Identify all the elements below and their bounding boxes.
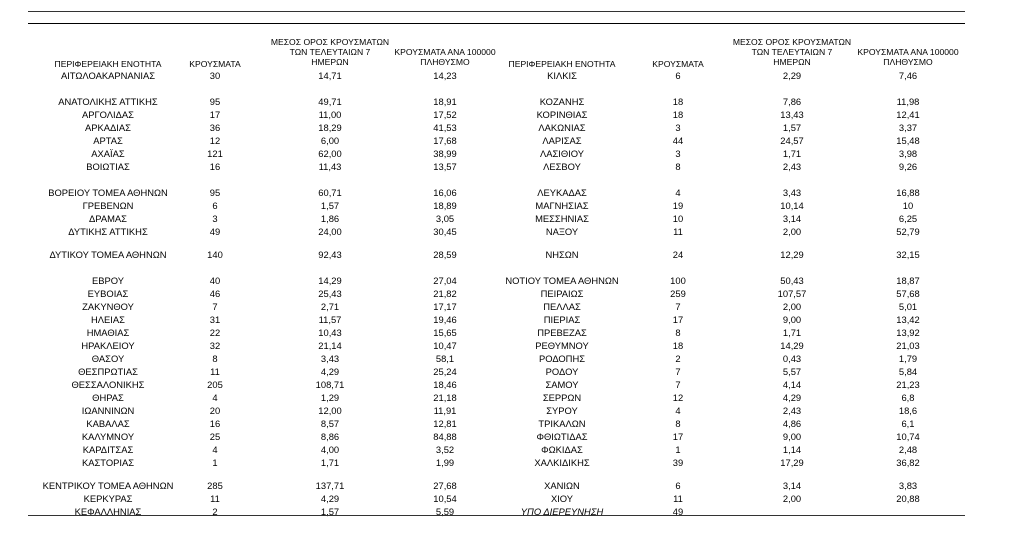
left-row-region: ΑΡΓΟΛΙΔΑΣ: [82, 109, 134, 120]
right-row-avg: 107,57: [777, 288, 807, 299]
left-row-cases: 1: [212, 457, 218, 468]
left-row-cases: 20: [209, 405, 221, 416]
header-avg-line1: ΜΕΣΟΣ ΟΡΟΣ ΚΡΟΥΣΜΑΤΩΝ: [732, 37, 852, 47]
right-row-cases: 1: [675, 444, 681, 455]
right-row-avg: 2,43: [782, 405, 802, 416]
left-row-cases: 30: [209, 70, 221, 81]
left-row-region: ΗΛΕΙΑΣ: [91, 314, 125, 325]
table-bottom-rule: [28, 515, 965, 516]
left-row-region: ΒΟΡΕΙΟΥ ΤΟΜΕΑ ΑΘΗΝΩΝ: [48, 187, 168, 198]
left-row-region: ΚΑΡΔΙΤΣΑΣ: [82, 444, 134, 455]
left-row-region: ΚΕΡΚΥΡΑΣ: [83, 493, 133, 504]
left-row-cases: 205: [207, 379, 223, 390]
left-row-cases: 95: [209, 96, 221, 107]
right-row-region: ΠΡΕΒΕΖΑΣ: [537, 327, 587, 338]
right-row-per100k: 3,37: [898, 122, 918, 133]
right-row-per100k: 15,48: [896, 135, 920, 146]
left-row-avg: 62,00: [318, 148, 342, 159]
left-row-cases: 16: [209, 161, 221, 172]
left-row-avg: 25,43: [318, 288, 342, 299]
left-row-region: ΑΝΑΤΟΛΙΚΗΣ ΑΤΤΙΚΗΣ: [58, 96, 158, 107]
left-row-per100k: 3,52: [435, 444, 455, 455]
left-row-cases: 8: [212, 353, 218, 364]
left-row-region: ΚΑΒΑΛΑΣ: [86, 418, 130, 429]
right-row-per100k: 18,6: [898, 405, 918, 416]
right-row-per100k: 9,26: [898, 161, 918, 172]
right-row-region: ΣΕΡΡΩΝ: [542, 392, 582, 403]
left-row-avg: 8,57: [320, 418, 340, 429]
left-row-cases: 36: [209, 122, 221, 133]
right-row-region: ΛΑΡΙΣΑΣ: [542, 135, 582, 146]
right-row-avg: 9,00: [782, 431, 802, 442]
right-row-per100k: 52,79: [896, 226, 920, 237]
left-row-cases: 11: [210, 493, 220, 504]
left-row-per100k: 21,18: [433, 392, 457, 403]
left-row-per100k: 38,99: [433, 148, 457, 159]
left-row-cases: 22: [209, 327, 221, 338]
right-row-cases: 12: [672, 392, 684, 403]
left-row-per100k: 14,23: [433, 70, 457, 81]
right-row-region: ΚΙΛΚΙΣ: [547, 70, 577, 81]
header-avg-line3: ΗΜΕΡΩΝ: [311, 57, 349, 67]
left-row-cases: 95: [209, 187, 221, 198]
header-cases-right: ΚΡΟΥΣΜΑΤΑ: [652, 59, 704, 69]
left-row-cases: 16: [209, 418, 221, 429]
right-row-region: ΛΑΣΙΘΙΟΥ: [539, 148, 585, 159]
right-row-region: ΜΕΣΣΗΝΙΑΣ: [535, 213, 589, 224]
right-row-cases: 100: [670, 275, 686, 286]
right-row-avg: 2,29: [782, 70, 802, 81]
right-row-per100k: 2,48: [898, 444, 918, 455]
left-row-per100k: 16,06: [433, 187, 457, 198]
left-row-per100k: 5,59: [435, 506, 455, 517]
left-row-avg: 108,71: [315, 379, 345, 390]
right-row-cases: 19: [672, 200, 684, 211]
right-row-cases: 18: [672, 340, 684, 351]
right-row-cases: 4: [675, 405, 681, 416]
right-row-cases: 7: [675, 366, 681, 377]
right-row-region: ΛΕΣΒΟΥ: [543, 161, 581, 172]
left-row-region: ΓΡΕΒΕΝΩΝ: [82, 200, 134, 211]
right-row-per100k: 12,41: [896, 109, 920, 120]
left-row-region: ΑΙΤΩΛΟΑΚΑΡΝΑΝΙΑΣ: [60, 70, 156, 81]
right-row-per100k: 18,87: [896, 275, 920, 286]
right-row-avg: 17,29: [780, 457, 804, 468]
left-row-avg: 1,29: [320, 392, 340, 403]
right-row-cases: 44: [672, 135, 684, 146]
left-row-avg: 21,14: [318, 340, 342, 351]
left-row-region: ΘΕΣΠΡΩΤΙΑΣ: [78, 366, 138, 377]
right-row-cases: 49: [672, 506, 684, 517]
left-row-cases: 11: [210, 366, 220, 377]
right-row-avg: 24,57: [780, 135, 804, 146]
left-row-cases: 17: [209, 109, 221, 120]
right-row-per100k: 57,68: [896, 288, 920, 299]
header-avg-right: [727, 37, 857, 67]
right-row-per100k: 5,01: [898, 301, 918, 312]
left-row-avg: 1,86: [320, 213, 340, 224]
right-row-avg: 9,00: [782, 314, 802, 325]
right-row-cases: 6: [675, 70, 681, 81]
header-cases-left: ΚΡΟΥΣΜΑΤΑ: [189, 59, 241, 69]
left-row-avg: 1,57: [320, 506, 340, 517]
left-row-per100k: 27,68: [433, 480, 457, 491]
right-row-avg: 13,43: [780, 109, 804, 120]
right-row-cases: 4: [675, 187, 681, 198]
header-avg-line1: ΜΕΣΟΣ ΟΡΟΣ ΚΡΟΥΣΜΑΤΩΝ: [270, 37, 390, 47]
right-row-cases: 259: [670, 288, 686, 299]
right-row-per100k: 3,98: [898, 148, 918, 159]
left-row-avg: 18,29: [318, 122, 342, 133]
left-row-avg: 14,71: [318, 70, 342, 81]
header-per100k-line2: ΠΛΗΘΥΣΜΟ: [883, 57, 933, 67]
right-row-avg: 0,43: [782, 353, 802, 364]
right-row-per100k: 36,82: [896, 457, 920, 468]
right-row-cases: 11: [673, 226, 683, 237]
left-row-region: ΙΩΑΝΝΙΝΩΝ: [81, 405, 135, 416]
right-row-per100k: 10,74: [896, 431, 920, 442]
right-row-avg: 3,43: [782, 187, 802, 198]
right-row-cases: 11: [673, 493, 683, 504]
left-row-per100k: 18,46: [433, 379, 457, 390]
right-row-per100k: 7,46: [898, 70, 918, 81]
right-row-region: ΦΩΚΙΔΑΣ: [541, 444, 583, 455]
left-row-per100k: 84,88: [433, 431, 457, 442]
right-row-cases: 8: [675, 327, 681, 338]
left-row-region: ΑΡΤΑΣ: [93, 135, 123, 146]
right-row-per100k: 13,92: [896, 327, 920, 338]
left-row-avg: 11,00: [318, 109, 342, 120]
right-row-cases: 17: [672, 431, 684, 442]
right-row-avg: 2,00: [782, 226, 802, 237]
right-row-region: ΜΑΓΝΗΣΙΑΣ: [535, 200, 589, 211]
header-per100k-right: [843, 47, 973, 67]
left-row-region: ΑΡΚΑΔΙΑΣ: [85, 122, 131, 133]
left-row-cases: 6: [212, 200, 218, 211]
left-row-avg: 24,00: [318, 226, 342, 237]
left-row-region: ΔΥΤΙΚΟΥ ΤΟΜΕΑ ΑΘΗΝΩΝ: [49, 249, 167, 260]
right-row-avg: 3,14: [782, 480, 802, 491]
right-row-per100k: 20,88: [896, 493, 920, 504]
left-row-avg: 92,43: [318, 249, 342, 260]
right-row-cases: 3: [675, 122, 681, 133]
right-row-per100k: 11,98: [896, 96, 920, 107]
right-row-cases: 7: [675, 301, 681, 312]
right-row-per100k: 10: [902, 200, 914, 211]
right-row-region: ΚΟΖΑΝΗΣ: [539, 96, 585, 107]
left-row-region: ΕΥΒΟΙΑΣ: [87, 288, 129, 299]
right-row-avg: 7,86: [782, 96, 802, 107]
left-row-per100k: 21,82: [433, 288, 457, 299]
table-header-rule: [28, 23, 965, 24]
left-row-region: ΔΥΤΙΚΗΣ ΑΤΤΙΚΗΣ: [68, 226, 148, 237]
left-row-per100k: 1,99: [435, 457, 455, 468]
right-row-region: ΣΑΜΟΥ: [545, 379, 579, 390]
left-row-per100k: 10,47: [433, 340, 457, 351]
right-row-cases: 8: [675, 418, 681, 429]
left-row-per100k: 18,91: [433, 96, 457, 107]
right-row-per100k: 1,79: [898, 353, 918, 364]
right-row-region: ΚΟΡΙΝΘΙΑΣ: [536, 109, 588, 120]
table-top-rule: [28, 11, 965, 12]
right-row-region: ΣΥΡΟΥ: [546, 405, 578, 416]
left-row-avg: 14,29: [318, 275, 342, 286]
left-row-region: ΚΕΝΤΡΙΚΟΥ ΤΟΜΕΑ ΑΘΗΝΩΝ: [42, 480, 174, 491]
header-avg-left: [265, 37, 395, 67]
right-row-cases: 8: [675, 161, 681, 172]
left-row-cases: 49: [209, 226, 221, 237]
right-row-avg: 1,57: [782, 122, 802, 133]
left-row-region: ΗΜΑΘΙΑΣ: [86, 327, 130, 338]
left-row-cases: 25: [209, 431, 221, 442]
right-row-avg: 3,14: [782, 213, 802, 224]
right-row-per100k: 5,84: [898, 366, 918, 377]
right-row-avg: 12,29: [780, 249, 804, 260]
right-row-per100k: 3,83: [898, 480, 918, 491]
right-row-region: ΛΕΥΚΑΔΑΣ: [537, 187, 587, 198]
right-row-per100k: 16,88: [896, 187, 920, 198]
left-row-cases: 46: [209, 288, 221, 299]
right-row-region: ΛΑΚΩΝΙΑΣ: [538, 122, 586, 133]
header-per100k-left: [380, 47, 510, 67]
right-row-cases: 39: [672, 457, 684, 468]
right-row-per100k: 6,1: [901, 418, 915, 429]
left-row-per100k: 15,65: [433, 327, 457, 338]
left-row-region: ΘΑΣΟΥ: [91, 353, 125, 364]
left-row-cases: 7: [212, 301, 218, 312]
right-row-avg: 10,14: [780, 200, 804, 211]
left-row-per100k: 19,46: [433, 314, 457, 325]
left-row-region: ΖΑΚΥΝΘΟΥ: [82, 301, 134, 312]
right-row-cases: 2: [675, 353, 681, 364]
left-row-region: ΚΑΛΥΜΝΟΥ: [81, 431, 135, 442]
right-row-per100k: 32,15: [896, 249, 920, 260]
right-row-avg: 4,29: [782, 392, 802, 403]
right-row-per100k: 21,03: [896, 340, 920, 351]
left-row-avg: 4,29: [320, 366, 340, 377]
left-row-region: ΑΧΑΪΑΣ: [91, 148, 125, 159]
left-row-region: ΒΟΙΩΤΙΑΣ: [86, 161, 130, 172]
left-row-per100k: 28,59: [433, 249, 457, 260]
right-row-avg: 2,00: [782, 493, 802, 504]
left-row-avg: 137,71: [315, 480, 345, 491]
left-row-avg: 11,43: [318, 161, 342, 172]
header-per100k-line1: ΚΡΟΥΣΜΑΤΑ ΑΝΑ 100000: [394, 47, 496, 57]
left-row-region: ΘΗΡΑΣ: [92, 392, 124, 403]
left-row-cases: 4: [212, 392, 218, 403]
header-avg-line3: ΗΜΕΡΩΝ: [773, 57, 811, 67]
right-row-region: ΠΕΛΛΑΣ: [543, 301, 581, 312]
left-row-per100k: 17,52: [433, 109, 457, 120]
header-region-right: ΠΕΡΙΦΕΡΕΙΑΚΗ ΕΝΟΤΗΤΑ: [508, 59, 616, 69]
left-row-per100k: 41,53: [433, 122, 457, 133]
right-row-region: ΝΟΤΙΟΥ ΤΟΜΕΑ ΑΘΗΝΩΝ: [505, 275, 619, 286]
left-row-cases: 3: [212, 213, 218, 224]
left-row-avg: 10,43: [318, 327, 342, 338]
left-row-region: ΗΡΑΚΛΕΙΟΥ: [81, 340, 135, 351]
left-row-per100k: 10,54: [433, 493, 457, 504]
header-avg-line2: ΤΩΝ ΤΕΛΕΥΤΑΙΩΝ 7: [751, 47, 833, 57]
right-row-avg: 2,00: [782, 301, 802, 312]
left-row-cases: 4: [212, 444, 218, 455]
header-per100k-line1: ΚΡΟΥΣΜΑΤΑ ΑΝΑ 100000: [857, 47, 959, 57]
left-row-per100k: 30,45: [433, 226, 457, 237]
left-row-cases: 121: [207, 148, 223, 159]
left-row-per100k: 12,81: [433, 418, 457, 429]
header-region-left: ΠΕΡΙΦΕΡΕΙΑΚΗ ΕΝΟΤΗΤΑ: [54, 59, 162, 69]
left-row-region: ΚΕΦΑΛΛΗΝΙΑΣ: [74, 506, 142, 517]
left-row-per100k: 58,1: [435, 353, 455, 364]
right-row-region: ΧΑΝΙΩΝ: [544, 480, 580, 491]
left-row-per100k: 13,57: [433, 161, 457, 172]
header-per100k-line2: ΠΛΗΘΥΣΜΟ: [420, 57, 470, 67]
right-row-per100k: 21,23: [896, 379, 920, 390]
right-row-cases: 6: [675, 480, 681, 491]
left-row-avg: 6,00: [320, 135, 340, 146]
right-row-per100k: 6,25: [898, 213, 918, 224]
left-row-per100k: 3,05: [435, 213, 455, 224]
left-row-avg: 4,00: [320, 444, 340, 455]
left-row-cases: 140: [207, 249, 223, 260]
right-row-avg: 5,57: [782, 366, 802, 377]
right-row-region: ΠΕΙΡΑΙΩΣ: [540, 288, 584, 299]
left-row-avg: 2,71: [320, 301, 340, 312]
left-row-region: ΚΑΣΤΟΡΙΑΣ: [81, 457, 135, 468]
left-row-avg: 12,00: [318, 405, 342, 416]
right-row-region: ΝΑΞΟΥ: [545, 226, 579, 237]
right-row-region: ΝΗΣΩΝ: [545, 249, 579, 260]
left-row-region: ΘΕΣΣΑΛΟΝΙΚΗΣ: [71, 379, 145, 390]
right-row-cases: 7: [675, 379, 681, 390]
right-row-region: ΡΕΘΥΜΝΟΥ: [535, 340, 589, 351]
right-row-cases: 18: [672, 96, 684, 107]
left-row-avg: 3,43: [320, 353, 340, 364]
left-row-avg: 11,57: [318, 314, 342, 325]
left-row-avg: 49,71: [318, 96, 342, 107]
right-row-region: ΧΙΟΥ: [550, 493, 574, 504]
right-row-cases: 10: [672, 213, 684, 224]
right-row-cases: 17: [672, 314, 684, 325]
header-avg-line2: ΤΩΝ ΤΕΛΕΥΤΑΙΩΝ 7: [289, 47, 371, 57]
left-row-cases: 12: [209, 135, 221, 146]
left-row-region: ΕΒΡΟΥ: [91, 275, 124, 286]
left-row-cases: 2: [212, 506, 218, 517]
right-row-per100k: 13,42: [896, 314, 920, 325]
left-row-per100k: 18,89: [433, 200, 457, 211]
left-row-per100k: 27,04: [433, 275, 457, 286]
right-row-avg: 4,14: [782, 379, 802, 390]
right-row-region: ΤΡΙΚΑΛΩΝ: [538, 418, 586, 429]
right-row-avg: 50,43: [780, 275, 804, 286]
right-row-region: ΧΑΛΚΙΔΙΚΗΣ: [534, 457, 590, 468]
right-row-avg: 2,43: [782, 161, 802, 172]
right-row-region: ΡΟΔΟΠΗΣ: [538, 353, 586, 364]
left-row-avg: 8,86: [320, 431, 340, 442]
right-row-avg: 1,14: [782, 444, 802, 455]
left-row-per100k: 17,68: [433, 135, 457, 146]
left-row-per100k: 11,91: [433, 405, 457, 416]
right-row-region: ΠΙΕΡΙΑΣ: [543, 314, 581, 325]
left-row-cases: 285: [207, 480, 223, 491]
left-row-per100k: 25,24: [433, 366, 457, 377]
left-row-avg: 1,57: [320, 200, 340, 211]
right-row-avg: 14,29: [780, 340, 804, 351]
left-row-cases: 32: [209, 340, 221, 351]
right-row-cases: 18: [672, 109, 684, 120]
left-row-cases: 40: [209, 275, 221, 286]
left-row-cases: 31: [209, 314, 221, 325]
right-row-avg: 1,71: [782, 148, 802, 159]
left-row-avg: 1,71: [320, 457, 340, 468]
right-row-per100k: 6,8: [901, 392, 915, 403]
left-row-per100k: 17,17: [433, 301, 457, 312]
right-row-region: ΦΘΙΩΤΙΔΑΣ: [536, 431, 588, 442]
right-row-region: ΥΠΟ ΔΙΕΡΕΥΝΗΣΗ: [520, 506, 604, 517]
right-row-region: ΡΟΔΟΥ: [545, 366, 579, 377]
left-row-avg: 4,29: [320, 493, 340, 504]
left-row-region: ΔΡΑΜΑΣ: [89, 213, 127, 224]
left-row-avg: 60,71: [318, 187, 342, 198]
right-row-avg: 4,86: [782, 418, 802, 429]
right-row-avg: 1,71: [782, 327, 802, 338]
right-row-cases: 24: [672, 249, 684, 260]
right-row-cases: 3: [675, 148, 681, 159]
